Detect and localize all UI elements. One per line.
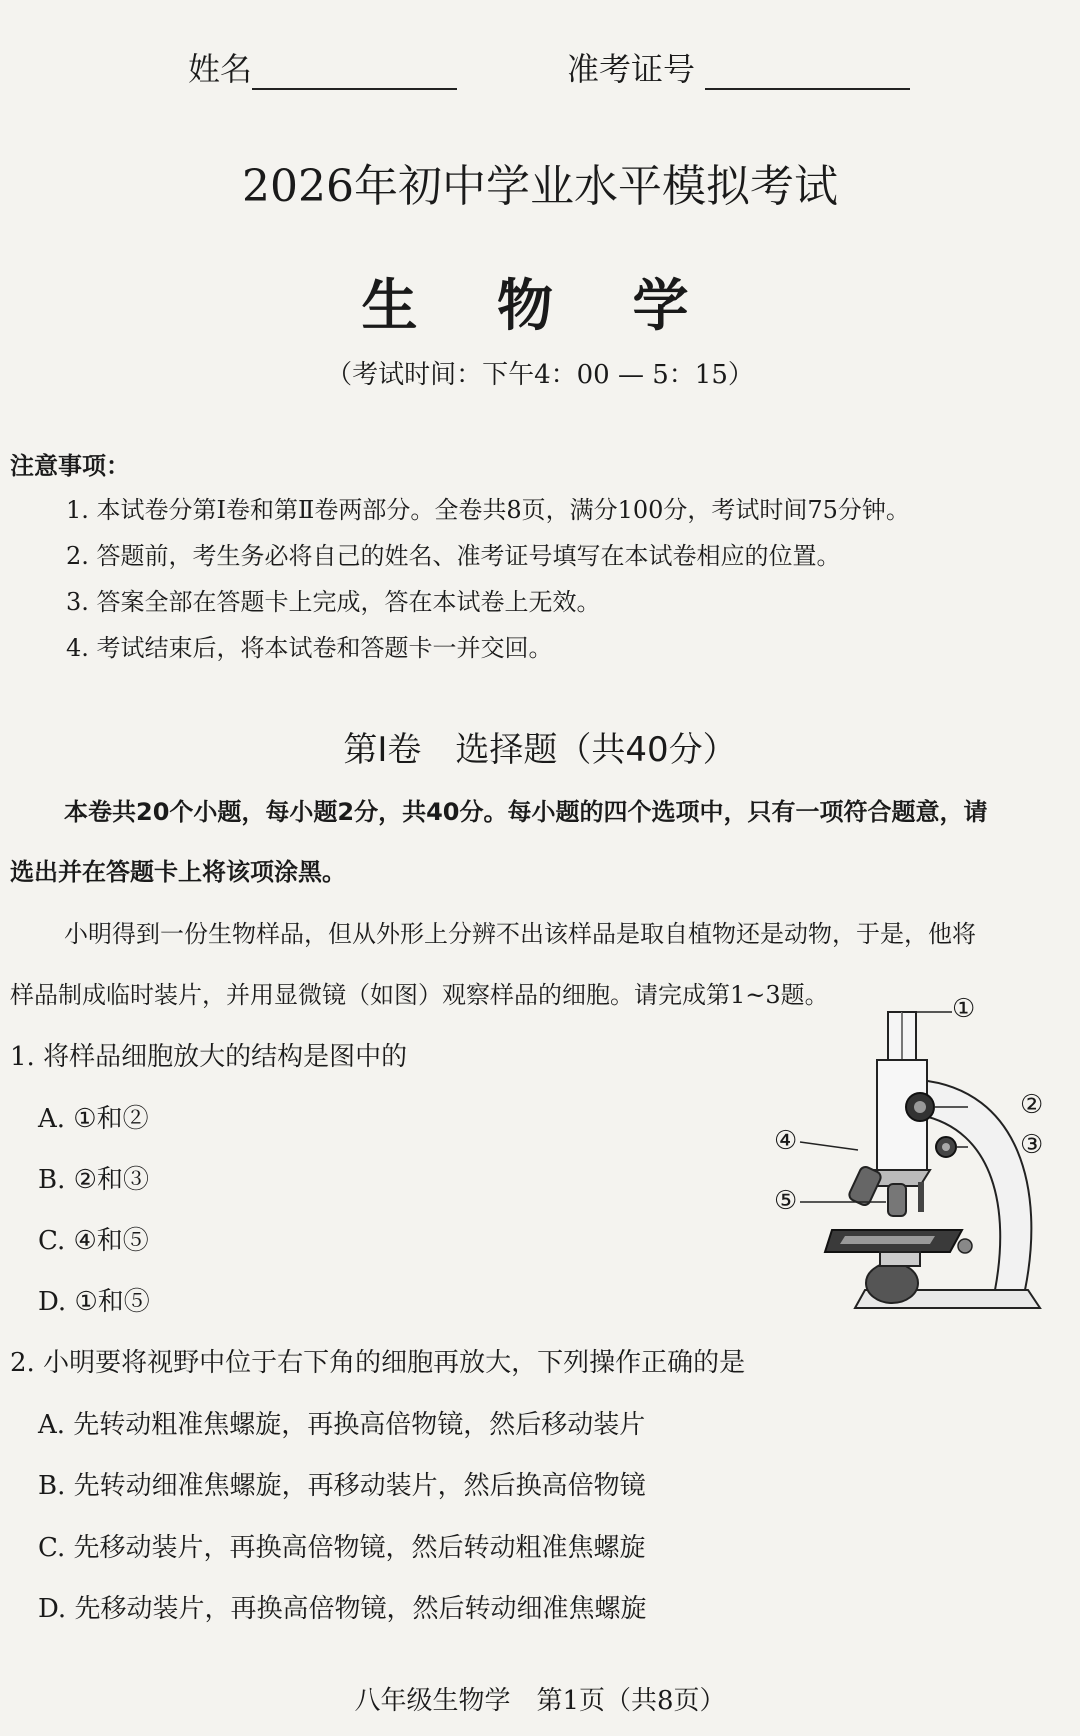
- id-blank: [705, 54, 910, 90]
- passage-line: 小明得到一份生物样品，但从外形上分辨不出该样品是取自植物还是动物，于是，他将: [64, 920, 976, 948]
- passage-line: 样品制成临时装片，并用显微镜（如图）观察样品的细胞。请完成第1~3题。: [10, 981, 829, 1009]
- exam-title: 2026年初中学业水平模拟考试: [242, 161, 838, 212]
- label-5: ⑤: [774, 1186, 798, 1216]
- q1-option-b: B. ②和③: [38, 1165, 149, 1195]
- label-4: ④: [774, 1126, 798, 1156]
- q2-option-b: B. 先转动细准焦螺旋，再移动装片，然后换高倍物镜: [38, 1471, 646, 1501]
- subject-title: 生 物 学: [361, 274, 719, 339]
- q2-option-a: A. 先转动粗准焦螺旋，再换高倍物镜，然后移动装片: [38, 1410, 646, 1440]
- microscope-drawing: [770, 990, 1070, 1345]
- q1-option-d: D. ①和⑤: [38, 1287, 150, 1317]
- question-2-stem: 2. 小明要将视野中位于右下角的细胞再放大，下列操作正确的是: [10, 1348, 746, 1378]
- note-item: 3. 答案全部在答题卡上完成，答在本试卷上无效。: [66, 588, 601, 616]
- page-footer: 八年级生物学 第1页（共8页）: [354, 1686, 726, 1716]
- name-blank: [252, 54, 457, 90]
- name-label: 姓名: [188, 50, 253, 88]
- notes-heading: 注意事项：: [10, 452, 130, 480]
- note-item: 4. 考试结束后，将本试卷和答题卡一并交回。: [66, 634, 553, 662]
- q1-option-a: A. ①和②: [38, 1104, 149, 1134]
- section-instruction: 本卷共20个小题，每小题2分，共40分。每小题的四个选项中，只有一项符合题意，请: [64, 798, 988, 826]
- label-2: ②: [1020, 1090, 1044, 1120]
- note-item: 1. 本试卷分第Ⅰ卷和第Ⅱ卷两部分。全卷共8页，满分100分，考试时间75分钟。: [66, 496, 910, 524]
- q2-option-c: C. 先移动装片，再换高倍物镜，然后转动粗准焦螺旋: [38, 1533, 646, 1563]
- id-label: 准考证号: [567, 50, 696, 88]
- exam-time: （考试时间：下午4：00 — 5：15）: [326, 360, 754, 390]
- section-title: 第Ⅰ卷 选择题（共40分）: [343, 730, 737, 770]
- label-3: ③: [1020, 1130, 1044, 1160]
- q2-option-d: D. 先移动装片，再换高倍物镜，然后转动细准焦螺旋: [38, 1594, 647, 1624]
- note-item: 2. 答题前，考生务必将自己的姓名、准考证号填写在本试卷相应的位置。: [66, 542, 841, 570]
- name-field: [188, 44, 457, 90]
- section-instruction-cont: 选出并在答题卡上将该项涂黑。: [10, 858, 346, 886]
- label-1: ①: [952, 994, 976, 1024]
- microscope-figure: [770, 990, 1070, 1345]
- id-field: [567, 44, 910, 90]
- question-1-stem: 1. 将样品细胞放大的结构是图中的: [10, 1042, 408, 1072]
- q1-option-c: C. ④和⑤: [38, 1226, 149, 1256]
